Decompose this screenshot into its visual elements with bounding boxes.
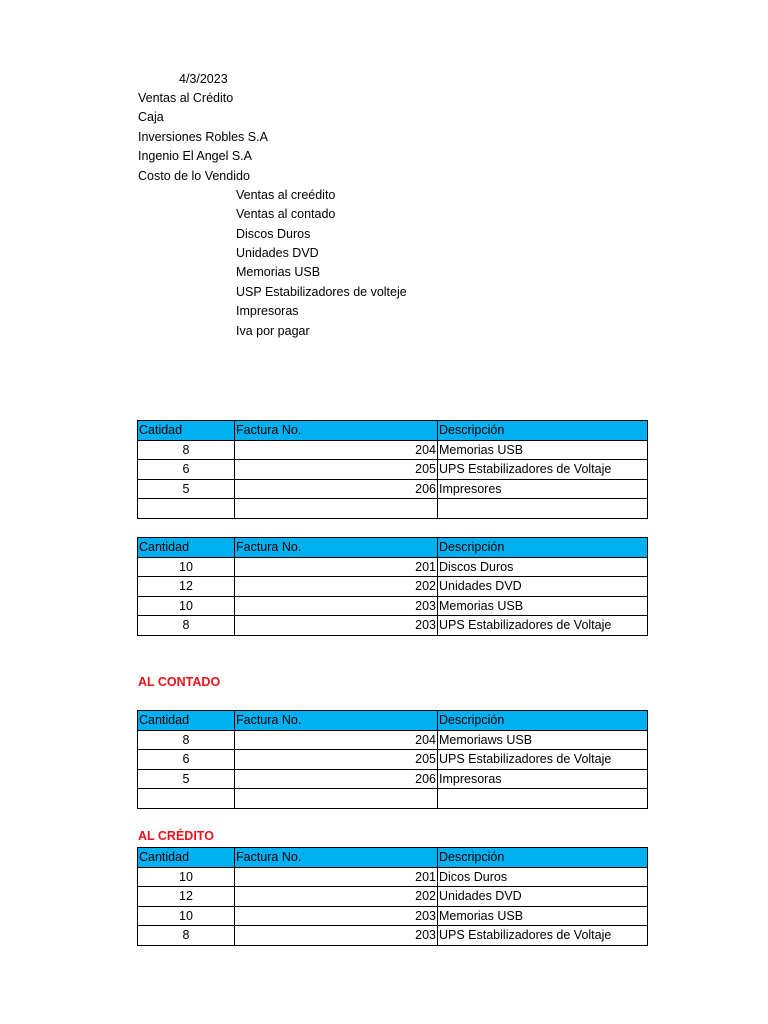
section-title-al-contado: AL CONTADO (138, 675, 221, 689)
table-row (138, 577, 648, 597)
table-row (138, 926, 648, 946)
cell-cantidad (138, 499, 235, 519)
table-row (138, 460, 648, 480)
invoice-table-4 (137, 847, 648, 946)
account-ingenio-el-angel: Ingenio El Angel S.A (138, 149, 252, 163)
cell-descripcion: UPS Estabilizadores de Voltaje (438, 460, 648, 480)
invoice-table-2 (137, 537, 648, 636)
table-row (138, 906, 648, 926)
cell-descripcion: Memorias USB (438, 906, 648, 926)
cell-cantidad (138, 789, 235, 809)
header-cell-factura: Factura No. (235, 711, 438, 731)
cell-descripcion (438, 789, 648, 809)
account-caja: Caja (138, 110, 164, 124)
table-header-row (138, 538, 648, 558)
cell-cantidad: 12 (138, 887, 235, 907)
table-row (138, 750, 648, 770)
header-cell-cantidad: Cantidad (138, 538, 235, 558)
subaccount-ventas-contado: Ventas al contado (236, 207, 336, 221)
cell-factura (235, 499, 438, 519)
cell-descripcion: Memoriaws USB (438, 730, 648, 750)
cell-descripcion: UPS Estabilizadores de Voltaje (438, 616, 648, 636)
cell-cantidad: 8 (138, 440, 235, 460)
cell-descripcion: Discos Duros (438, 557, 648, 577)
table-row (138, 730, 648, 750)
subaccount-ventas-credito: Ventas al creédito (236, 188, 336, 202)
header-cell-descripcion: Descripción (438, 848, 648, 868)
table-header-row (138, 711, 648, 731)
cell-cantidad: 8 (138, 926, 235, 946)
cell-cantidad: 10 (138, 557, 235, 577)
cell-descripcion: Dicos Duros (438, 867, 648, 887)
cell-factura (235, 789, 438, 809)
cell-factura: 205 (235, 750, 438, 770)
cell-cantidad: 8 (138, 730, 235, 750)
cell-descripcion (438, 499, 648, 519)
cell-factura: 204 (235, 730, 438, 750)
cell-factura: 205 (235, 460, 438, 480)
cell-descripcion: Memorias USB (438, 440, 648, 460)
cell-cantidad: 10 (138, 596, 235, 616)
cell-factura: 201 (235, 867, 438, 887)
subaccount-estabilizadores: USP Estabilizadores de volteje (236, 285, 407, 299)
subaccount-discos-duros: Discos Duros (236, 227, 311, 241)
invoice-table-3 (137, 710, 648, 809)
cell-descripcion: Unidades DVD (438, 887, 648, 907)
cell-factura: 203 (235, 926, 438, 946)
header-cell-descripcion: Descripción (438, 421, 648, 441)
subaccount-unidades-dvd: Unidades DVD (236, 246, 319, 260)
header-cell-cantidad: Cantidad (138, 848, 235, 868)
subaccount-memorias-usb: Memorias USB (236, 265, 321, 279)
table-row (138, 789, 648, 809)
date-label: 4/3/2023 (179, 72, 228, 86)
table-row (138, 440, 648, 460)
header-cell-cantidad: Catidad (138, 421, 235, 441)
cell-cantidad: 5 (138, 769, 235, 789)
cell-cantidad: 8 (138, 616, 235, 636)
cell-factura: 201 (235, 557, 438, 577)
table-row (138, 479, 648, 499)
header-cell-descripcion: Descripción (438, 711, 648, 731)
cell-descripcion: Unidades DVD (438, 577, 648, 597)
cell-factura: 206 (235, 769, 438, 789)
account-ventas-credito: Ventas al Crédito (138, 91, 234, 105)
account-inversiones-robles: Inversiones Robles S.A (138, 130, 268, 144)
cell-factura: 203 (235, 596, 438, 616)
cell-factura: 203 (235, 906, 438, 926)
table-row (138, 867, 648, 887)
cell-cantidad: 6 (138, 460, 235, 480)
cell-descripcion: UPS Estabilizadores de Voltaje (438, 926, 648, 946)
cell-descripcion: UPS Estabilizadores de Voltaje (438, 750, 648, 770)
table-row (138, 557, 648, 577)
cell-factura: 206 (235, 479, 438, 499)
subaccount-impresoras: Impresoras (236, 304, 299, 318)
header-cell-factura: Factura No. (235, 848, 438, 868)
cell-cantidad: 6 (138, 750, 235, 770)
section-title-al-credito: AL CRÉDITO (138, 829, 214, 843)
cell-cantidad: 12 (138, 577, 235, 597)
header-cell-descripcion: Descripción (438, 538, 648, 558)
cell-factura: 203 (235, 616, 438, 636)
table-row (138, 616, 648, 636)
table-row (138, 596, 648, 616)
cell-cantidad: 10 (138, 906, 235, 926)
account-costo-vendido: Costo de lo Vendido (138, 169, 250, 183)
table-row (138, 499, 648, 519)
table-row (138, 887, 648, 907)
table-row (138, 769, 648, 789)
table-header-row (138, 421, 648, 441)
invoice-table-1 (137, 420, 648, 519)
header-cell-factura: Factura No. (235, 421, 438, 441)
cell-factura: 202 (235, 577, 438, 597)
header-cell-factura: Factura No. (235, 538, 438, 558)
cell-cantidad: 5 (138, 479, 235, 499)
cell-descripcion: Impresoras (438, 769, 648, 789)
table-header-row (138, 848, 648, 868)
cell-factura: 202 (235, 887, 438, 907)
subaccount-iva-por-pagar: Iva por pagar (236, 324, 310, 338)
header-cell-cantidad: Cantidad (138, 711, 235, 731)
cell-descripcion: Memorias USB (438, 596, 648, 616)
cell-cantidad: 10 (138, 867, 235, 887)
cell-descripcion: Impresores (438, 479, 648, 499)
cell-factura: 204 (235, 440, 438, 460)
